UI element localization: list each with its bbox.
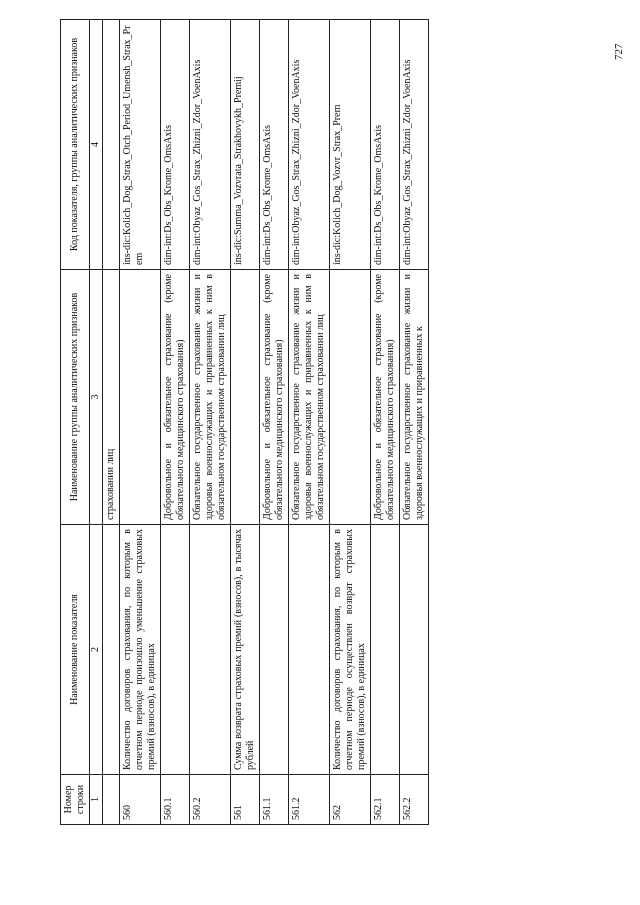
table-row xyxy=(231,20,260,825)
cell-code: dim-int:Obyaz_Gos_Strax_Zhizni_Zdor_VoenAxis xyxy=(190,20,231,270)
header-row-number: Номер строки xyxy=(61,775,90,825)
cell-name: Количество договоров страхования, по которым в отчетном периоде произошло уменьшение страховых премий (взносов), в единицах xyxy=(120,525,161,775)
cell-group: Добровольное и обязательное страхование (кроме обязательного медицинского страхования) xyxy=(161,270,190,525)
page-number: 727 xyxy=(613,43,625,60)
cell-group xyxy=(120,270,161,525)
table-row xyxy=(103,20,120,825)
cell-name xyxy=(260,525,289,775)
cell-name xyxy=(161,525,190,775)
cell-code: dim-int:Ds_Obs_Krome_OmsAxis xyxy=(260,20,289,270)
cell-code: dim-int:Obyaz_Gos_Strax_Zhizni_Zdor_VoenAxis xyxy=(400,20,429,270)
header-indicator-name: Наименование показателя xyxy=(61,525,90,775)
column-index: 3 xyxy=(90,270,103,525)
column-index: 2 xyxy=(90,525,103,775)
table-row xyxy=(400,20,429,825)
table-row xyxy=(371,20,400,825)
cell-code xyxy=(103,20,120,270)
cell-group: Добровольное и обязательное страхование (кроме обязательного медицинского страхования) xyxy=(260,270,289,525)
cell-number: 561.2 xyxy=(289,775,330,825)
cell-group: Добровольное и обязательное страхование (кроме обязательного медицинского страхования) xyxy=(371,270,400,525)
header-row xyxy=(61,20,90,825)
cell-number: 560.2 xyxy=(190,775,231,825)
cell-code: dim-int:Ds_Obs_Krome_OmsAxis xyxy=(371,20,400,270)
cell-group xyxy=(330,270,371,525)
header-group-name: Наименование группы аналитических признаков xyxy=(61,270,90,525)
cell-name xyxy=(190,525,231,775)
cell-code: dim-int:Obyaz_Gos_Strax_Zhizni_Zdor_VoenAxis xyxy=(289,20,330,270)
cell-number: 561 xyxy=(231,775,260,825)
cell-number: 562.1 xyxy=(371,775,400,825)
cell-name xyxy=(103,525,120,775)
cell-number: 560.1 xyxy=(161,775,190,825)
cell-number: 562 xyxy=(330,775,371,825)
header-code: Код показателя, группы аналитических признаков xyxy=(61,20,90,270)
cell-number: 561.1 xyxy=(260,775,289,825)
table-row xyxy=(161,20,190,825)
data-table xyxy=(60,19,429,825)
cell-group: Обязательное государственное страхование жизни и здоровья военнослужащих и приравненных к ним в обязательном государственном страховании лиц xyxy=(289,270,330,525)
cell-code: ins-dic:Kolich_Dog_Strax_Otch_Period_Umensh_Strax_Prem xyxy=(120,20,161,270)
cell-name xyxy=(400,525,429,775)
table-row xyxy=(190,20,231,825)
cell-group xyxy=(231,270,260,525)
cell-name xyxy=(371,525,400,775)
cell-name xyxy=(289,525,330,775)
cell-code: ins-dic:Summa_Vozvrata_Strakhovykh_Premij xyxy=(231,20,260,270)
cell-number: 562.2 xyxy=(400,775,429,825)
cell-group: страховании лиц xyxy=(103,270,120,525)
table-row xyxy=(289,20,330,825)
cell-code: ins-dic:Kolich_Dog_Vozvr_Strax_Prem xyxy=(330,20,371,270)
cell-group: Обязательное государственное страхование жизни и здоровья военнослужащих и приравненных к ним в обязательном государственном страховании лиц xyxy=(190,270,231,525)
cell-group: Обязательное государственное страхование жизни и здоровья военнослужащих и приравненных к xyxy=(400,270,429,525)
column-index: 4 xyxy=(90,20,103,270)
cell-name: Количество договоров страхования, по которым в отчетном периоде осуществлен возврат страховых премий (взносов), в единицах xyxy=(330,525,371,775)
cell-number: 560 xyxy=(120,775,161,825)
table-row xyxy=(120,20,161,825)
table-row xyxy=(260,20,289,825)
cell-code: dim-int:Ds_Obs_Krome_OmsAxis xyxy=(161,20,190,270)
column-index-row xyxy=(90,20,103,825)
table-row xyxy=(330,20,371,825)
cell-number xyxy=(103,775,120,825)
cell-name: Сумма возврата страховых премий (взносов), в тысячах рублей xyxy=(231,525,260,775)
column-index: 1 xyxy=(90,775,103,825)
